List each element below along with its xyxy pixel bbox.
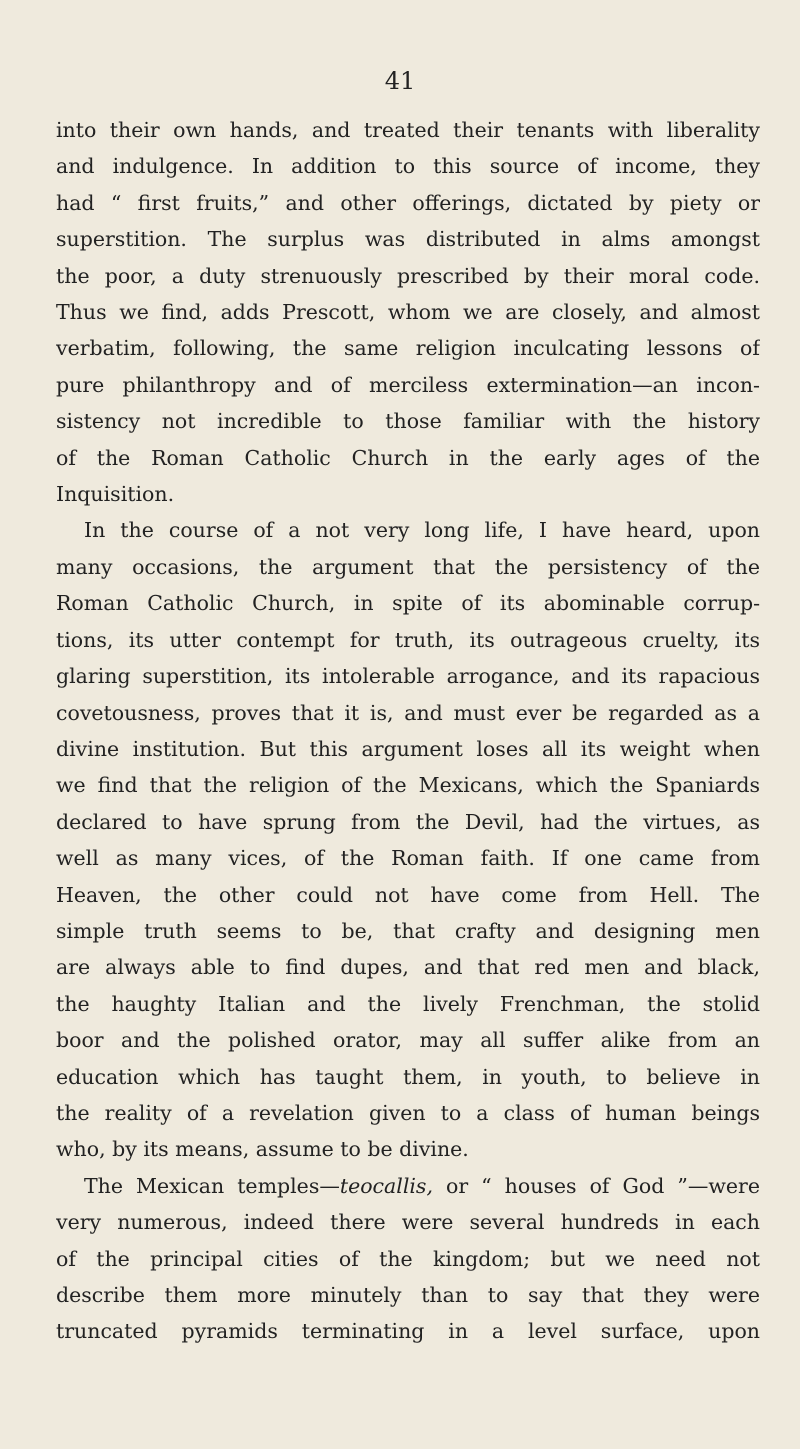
text-line: education which has taught them, in youth, to believe in	[56, 1064, 760, 1089]
text-line	[56, 1168, 760, 1204]
text-line: covetousness, proves that it is, and must ever be regarded as a	[56, 700, 760, 725]
text-line: are always able to find dupes, and that red men and black,	[56, 955, 760, 980]
text-line: glaring superstition, its intolerable arrogance, and its rapacious	[56, 664, 760, 689]
text-line: Heaven, the other could not have come from Hell. The	[56, 882, 760, 907]
text-line: of the Roman Catholic Church in the early ages of the	[56, 445, 760, 470]
text-line: tions, its utter contempt for truth, its outrageous cruelty, its	[56, 627, 760, 652]
text-line: divine institution. But this argument loses all its weight when	[56, 736, 760, 761]
text-line: In the course of a not very long life, I have heard, upon	[84, 518, 760, 543]
text-line: sistency not incredible to those familiar with the history	[56, 409, 760, 434]
text-line: simple truth seems to be, that crafty and designing men	[56, 918, 760, 943]
text-line: superstition. The surplus was distributed in alms amongst	[56, 227, 760, 252]
text-line: the poor, a duty strenuously prescribed by their moral code.	[56, 263, 760, 288]
text-line: the haughty Italian and the lively Frenchman, the stolid	[56, 991, 760, 1016]
text-line: pure philanthropy and of merciless extermination—an incon-	[56, 372, 760, 397]
italic-term: teocallis,	[339, 1173, 433, 1198]
text-line: had “ first fruits,” and other offerings, dictated by piety or	[56, 190, 760, 215]
text-line: truncated pyramids terminating in a level surface, upon	[56, 1319, 760, 1344]
text-line: verbatim, following, the same religion inculcating lessons of	[56, 336, 760, 361]
text-line: Roman Catholic Church, in spite of its abominable corrup-	[56, 591, 760, 616]
text-line: Thus we find, adds Prescott, whom we are closely, and almost	[56, 300, 760, 325]
text-line: Inquisition.	[56, 482, 175, 507]
text-line: boor and the polished orator, may all suffer alike from an	[56, 1028, 760, 1053]
text-line: well as many vices, of the Roman faith. If one came from	[56, 846, 760, 871]
text-line: and indulgence. In addition to this source of income, they	[56, 154, 760, 179]
text-line: declared to have sprung from the Devil, had the virtues, as	[56, 809, 760, 834]
text-line: into their own hands, and treated their tenants with liberality	[56, 118, 760, 142]
page-number: 41	[384, 67, 416, 95]
text-line: the reality of a revelation given to a class of human beings	[56, 1100, 760, 1125]
text-line: very numerous, indeed there were several hundreds in each	[56, 1210, 760, 1235]
text-line: who, by its means, assume to be divine.	[56, 1137, 469, 1162]
text-line: describe them more minutely than to say that they were	[56, 1283, 760, 1307]
text-line: of the principal cities of the kingdom; but we need not	[56, 1246, 760, 1271]
text-line: we find that the religion of the Mexicans, which the Spaniards	[56, 773, 760, 798]
body-text	[56, 112, 760, 1350]
text-segment: or “ houses of God ”—were	[432, 1173, 760, 1198]
text-segment: The Mexican temples—	[84, 1173, 340, 1198]
text-line: many occasions, the argument that the persistency of the	[56, 554, 760, 579]
